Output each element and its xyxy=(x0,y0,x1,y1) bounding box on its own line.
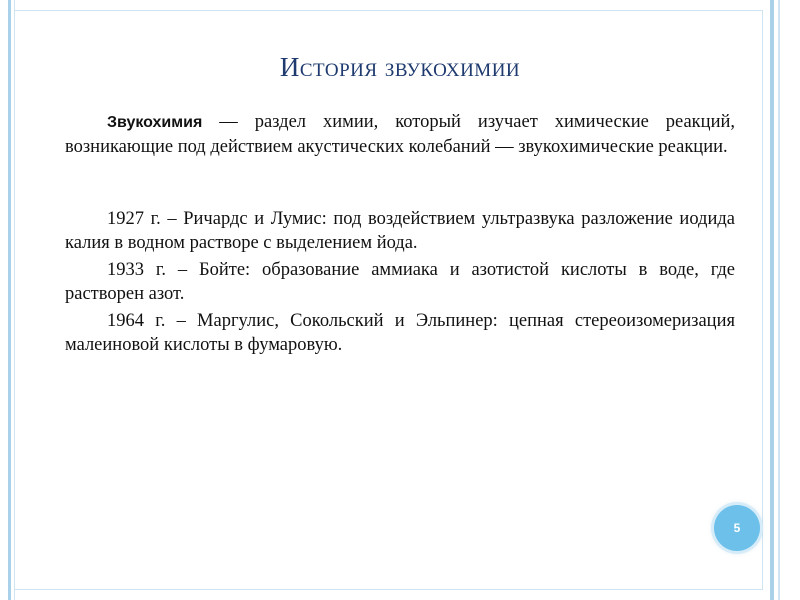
event-1964: 1964 г. – Маргулис, Сокольский и Эльпинер: цепная стереоизомеризация малеиновой кислоты в фумаровую. xyxy=(65,311,735,355)
frame-line-right xyxy=(770,0,774,600)
frame-line-bottom xyxy=(15,589,762,590)
definition-paragraph xyxy=(65,110,735,159)
definition-text: — раздел химии, который изучает химические реакций, возникающие под действием акустических колебаний — звукохимические реакции. xyxy=(65,112,735,157)
frame-line-right-outer xyxy=(778,0,780,600)
definition-term: Звукохимия xyxy=(107,114,203,131)
event-1933: 1933 г. – Бойте: образование аммиака и азотистой кислоты в воде, где растворен азот. xyxy=(65,260,735,304)
frame-line-right-inner xyxy=(762,10,763,590)
frame-line-top xyxy=(15,10,762,11)
event-1927: 1927 г. – Ричардс и Лумис: под воздействием ультразвука разложение иодида калия в водном растворе с выделением йода. xyxy=(65,209,735,253)
frame-line-left xyxy=(8,0,11,600)
slide-title: История звукохимии xyxy=(279,52,521,82)
slide-body xyxy=(65,110,735,360)
paragraph-spacer xyxy=(65,159,735,207)
frame-line-left-inner xyxy=(14,0,15,600)
page-number-badge: 5 xyxy=(714,505,760,551)
